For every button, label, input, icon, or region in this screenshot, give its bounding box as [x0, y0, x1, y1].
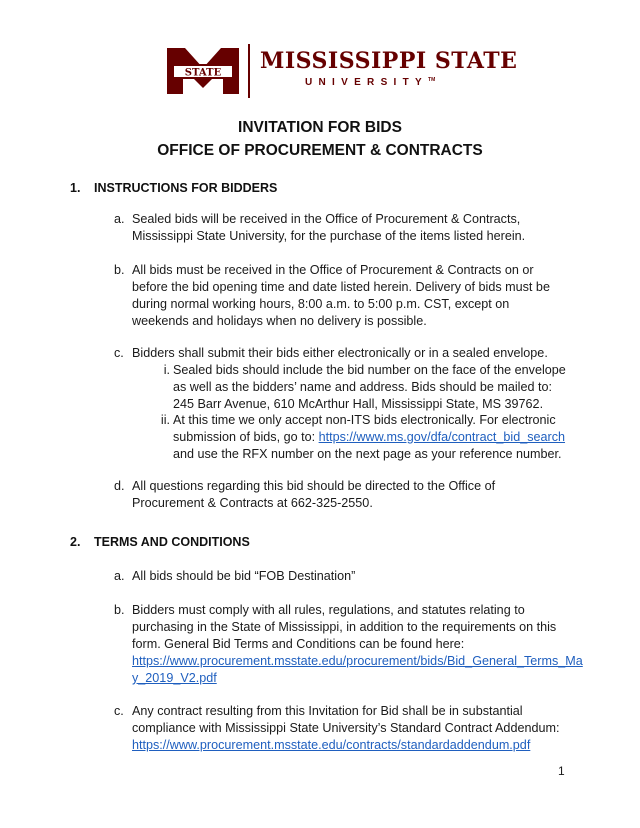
list-item-text	[132, 602, 583, 687]
sub-list-item	[148, 412, 568, 463]
list-marker: b.	[114, 263, 125, 277]
list-item	[114, 478, 566, 512]
section-title: INSTRUCTIONS FOR BIDDERS	[94, 181, 278, 195]
list-marker: b.	[114, 603, 125, 617]
list-item	[114, 703, 566, 754]
general-terms-link-line1: https://www.procurement.msstate.edu/procurement/bids/Bid_General_Terms_Ma	[132, 654, 583, 668]
contract-bid-search-link[interactable]: https://www.ms.gov/dfa/contract_bid_search	[318, 430, 566, 444]
list-item-text	[132, 703, 566, 754]
page-title: INVITATION FOR BIDS	[238, 119, 402, 136]
list-item	[114, 211, 566, 245]
general-terms-link[interactable]	[132, 654, 583, 685]
logo-trademark: TM	[428, 77, 436, 83]
list-item-text: All bids should be bid “FOB Destination”	[132, 569, 356, 583]
sub-list-marker: i.	[163, 363, 170, 377]
text-after-link: and use the RFX number on the next page as your reference number.	[173, 447, 562, 461]
list-marker: c.	[114, 704, 124, 718]
list-item	[114, 602, 583, 687]
addendum-text: Any contract resulting from this Invitation for Bid shall be in substantial compliance with Mississippi State University’s Standard Contract Addendum:	[132, 704, 560, 735]
logo-divider	[248, 44, 250, 98]
list-item-text: All bids must be received in the Office of Procurement & Contracts on or before the bid opening time and date listed herein. Delivery of bids must be during normal working hours, 8:00 a.m. to 5:00 p.m. CST, except on weekends and holidays when no delivery is possible.	[132, 263, 550, 328]
logo-subtitle	[305, 77, 435, 88]
text-before-link: At this time we only accept non-ITS bids electronically. For electronic submission of bids, go to:	[173, 413, 556, 444]
section-1-heading	[70, 181, 277, 195]
page-subtitle: OFFICE OF PROCUREMENT & CONTRACTS	[157, 142, 483, 159]
list-marker: d.	[114, 479, 125, 493]
list-item-text: Bidders shall submit their bids either electronically or in a sealed envelope.	[132, 346, 548, 360]
terms-text: Bidders must comply with all rules, regulations, and statutes relating to purchasing in the State of Mississippi, in addition to the requirements on this form. General Bid Terms and Conditions can be found here:	[132, 603, 557, 651]
section-number: 2.	[70, 535, 81, 549]
standard-addendum-link[interactable]: https://www.procurement.msstate.edu/contracts/standardaddendum.pdf	[132, 738, 531, 752]
list-item	[114, 262, 566, 330]
section-number: 1.	[70, 181, 81, 195]
list-item	[114, 345, 566, 362]
list-item-text: All questions regarding this bid should be directed to the Office of Procurement & Contracts at 662-325-2550.	[132, 479, 496, 510]
sub-list-marker: ii.	[160, 413, 170, 427]
section-title: TERMS AND CONDITIONS	[94, 535, 250, 549]
list-marker: c.	[114, 346, 124, 360]
m-state-logo-icon	[167, 48, 239, 94]
list-item-text: Sealed bids will be received in the Office of Procurement & Contracts, Mississippi State University, for the purchase of the items listed herein.	[132, 212, 526, 243]
logo-university-name: MISSISSIPPI STATE	[260, 48, 518, 74]
university-logo	[167, 44, 518, 98]
sub-list-item-text: Sealed bids should include the bid number on the face of the envelope as well as the bidders’ name and address. Bids should be mailed to: 245 Barr Avenue, 610 McArthur Hall, Mississippi State, MS 39762.	[173, 363, 566, 411]
list-marker: a.	[114, 212, 125, 226]
page-number: 1	[558, 764, 565, 778]
list-item	[114, 568, 566, 585]
general-terms-link-line2: y_2019_V2.pdf	[132, 671, 217, 685]
list-marker: a.	[114, 569, 125, 583]
sub-list-item-text	[173, 412, 568, 463]
sub-list-item	[148, 362, 568, 413]
logo-mark-text: STATE	[184, 67, 222, 79]
logo-subtitle-text: UNIVERSITY	[305, 77, 429, 88]
section-2-heading	[70, 535, 250, 549]
